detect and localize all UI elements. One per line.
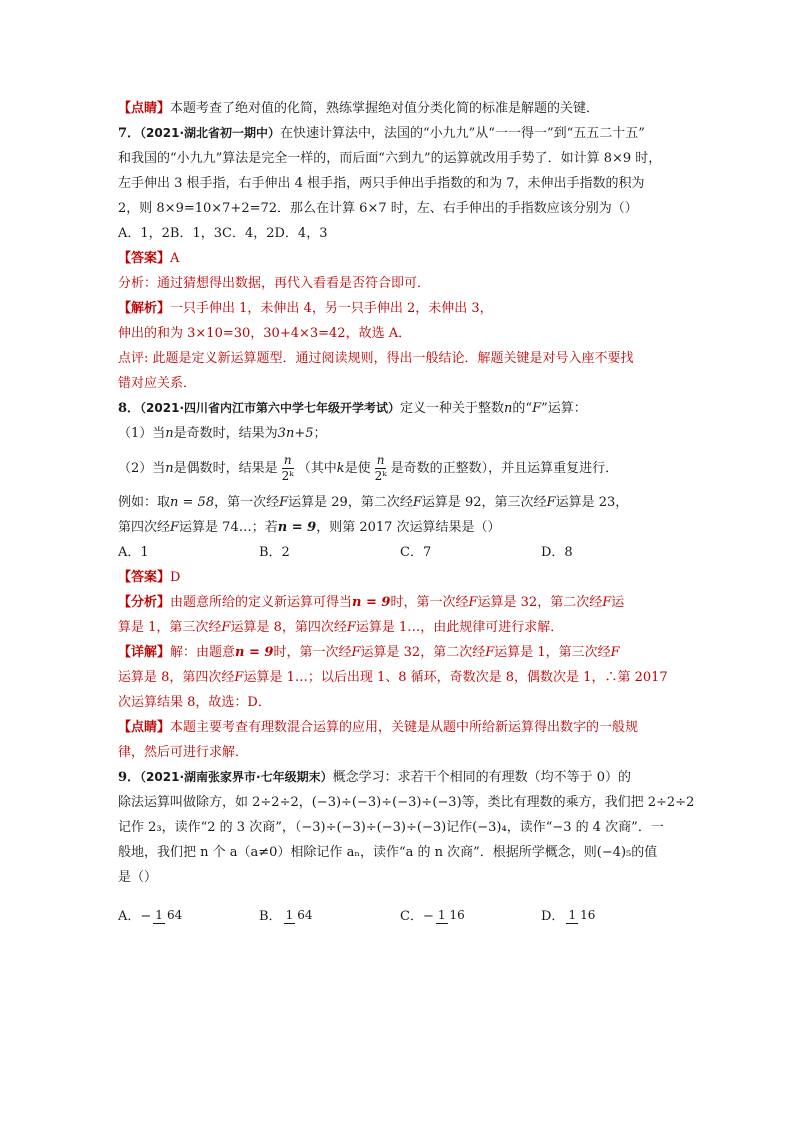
numerator: 1 bbox=[568, 908, 577, 922]
q9-number: 9． bbox=[118, 770, 141, 785]
q7-comment-2: 错对应关系． bbox=[118, 376, 197, 391]
q8-dianjing-2: 律，然后可进行求解． bbox=[118, 745, 249, 760]
q8-text: （1）当 bbox=[118, 426, 166, 441]
option-b: B．2 bbox=[259, 545, 290, 560]
option-label: C． bbox=[400, 908, 423, 924]
math-expr: 3n+5 bbox=[277, 426, 314, 441]
answer-value: A bbox=[170, 251, 180, 266]
denominator: 16 bbox=[580, 908, 596, 922]
q8-dianjing-1 bbox=[118, 715, 683, 740]
var-F: F bbox=[485, 645, 495, 660]
q8-case-2 bbox=[118, 446, 683, 490]
q8-example-2 bbox=[118, 515, 683, 540]
q9-text-1: 概念学习：求若干个相同的有理数（均不等于 0）的 bbox=[332, 770, 631, 785]
fraction bbox=[153, 908, 184, 924]
q8-text: 第四次经 bbox=[118, 520, 171, 535]
q8-text: ”运算： bbox=[541, 401, 587, 416]
option-a: A．1 bbox=[118, 545, 149, 560]
xiangjie-text: 运算是 32，第二次经 bbox=[360, 645, 486, 660]
q8-text: 例如：取 bbox=[118, 495, 171, 510]
option-b bbox=[259, 904, 400, 929]
minus-sign: − bbox=[422, 908, 434, 924]
var-n: n bbox=[504, 401, 513, 416]
var-n: n bbox=[165, 426, 174, 441]
xiangjie-text: 运算是 1，第三次经 bbox=[494, 645, 611, 660]
var-F: F bbox=[532, 401, 542, 416]
comment-tag: 【点睛】 bbox=[118, 101, 171, 116]
numerator: 1 bbox=[285, 908, 294, 922]
q9-line-5: 是（） bbox=[118, 870, 158, 885]
q8-xiangjie-3: 次运算结果 8，故选：D． bbox=[118, 695, 271, 710]
q9-line-1 bbox=[118, 765, 683, 790]
var-F: F bbox=[279, 495, 289, 510]
fenxi-text: 运算是 32，第二次经 bbox=[477, 595, 603, 610]
var-F: F bbox=[468, 595, 478, 610]
document-page bbox=[118, 96, 695, 938]
var-F: F bbox=[610, 645, 620, 660]
q7-jiexi-1 bbox=[118, 296, 683, 321]
numerator: 1 bbox=[437, 908, 446, 922]
option-label: B． bbox=[259, 908, 282, 924]
q9-line-3: 记作 2₃，读作“2 的 3 次商”，（−3)÷(−3)÷(−3)÷(−3)记作(−3)₄，读作“−3 的 4 次商”．一 bbox=[118, 820, 664, 835]
q7-jiexi-2: 伸出的和为 3×10=30，30+4×3=42，故选 A． bbox=[118, 326, 412, 341]
q8-text: 运算是 74…；若 bbox=[179, 520, 278, 535]
fenxi-text: 时，第一次经 bbox=[390, 595, 469, 610]
q8-text: 是奇数的正整数），并且运算重复进行． bbox=[390, 460, 619, 476]
q9-source: （2021·湖南张家界市·七年级期末） bbox=[140, 770, 333, 784]
option-d: D．8 bbox=[541, 545, 573, 560]
q7-line-2: 和我国的“小九九”算法是完全一样的，而后面“六到九”的运算就改用手势了．如计算 8×9 时， bbox=[118, 151, 662, 166]
fraction bbox=[280, 453, 296, 484]
dianjing-tag: 【点睛】 bbox=[118, 720, 171, 735]
var-F: F bbox=[221, 620, 231, 635]
option-label: D． bbox=[541, 908, 565, 924]
var-F: F bbox=[351, 645, 361, 660]
math-expr: n = 58 bbox=[170, 495, 215, 510]
denominator: 2ᵏ bbox=[281, 468, 294, 483]
var-F: F bbox=[546, 495, 556, 510]
option-a bbox=[118, 904, 259, 929]
q8-example-1 bbox=[118, 490, 683, 515]
q7-line-4: 2，则 8×9=10×7+2=72．那么在计算 6×7 时，左、右手伸出的手指数应该分别为（） bbox=[118, 201, 638, 216]
answer-tag: 【答案】 bbox=[118, 570, 171, 585]
q8-text: ； bbox=[313, 426, 327, 441]
jiexi-tag: 【解析】 bbox=[118, 301, 171, 316]
fenxi-text: 运算是 1…，由此规律可进行求解． bbox=[355, 620, 564, 635]
option-label: A． bbox=[118, 908, 141, 924]
q8-options bbox=[118, 540, 683, 565]
fraction bbox=[566, 908, 597, 924]
q8-fenxi-2 bbox=[118, 615, 683, 640]
xiangjie-text: 解：由题意 bbox=[170, 645, 236, 660]
var-F: F bbox=[346, 620, 356, 635]
q7-comment-1: 点评: 此题是定义新运算题型．通过阅读规则，得出一般结论．解题关键是对号入座不要找 bbox=[118, 351, 634, 366]
option-c: C．7 bbox=[400, 545, 432, 560]
q7-line-1 bbox=[118, 121, 683, 146]
numerator: n bbox=[376, 452, 385, 467]
q7-analysis: 分析：通过猜想得出数据，再代入看看是否符合即可． bbox=[118, 276, 431, 291]
jiexi-text-1: 一只手伸出 1，未伸出 4，另一只手伸出 2，未伸出 3， bbox=[170, 301, 493, 316]
option-d bbox=[541, 904, 661, 929]
denominator: 16 bbox=[449, 908, 465, 922]
fraction bbox=[284, 908, 315, 924]
math-expr: n = 9 bbox=[352, 595, 391, 610]
q8-text: 运算是 92，第三次经 bbox=[421, 495, 547, 510]
fraction bbox=[373, 453, 389, 484]
answer-tag: 【答案】 bbox=[118, 251, 171, 266]
denominator: 2ᵏ bbox=[374, 468, 387, 483]
q8-text: 运算是 29，第二次经 bbox=[288, 495, 413, 510]
q9-line-4: 般地，我们把 n 个 a（a≠0）相除记作 aₙ，读作“a 的 n 次商”．根据所学概念，则(−4)₅的值 bbox=[118, 845, 658, 860]
numerator: 1 bbox=[155, 908, 163, 922]
q8-text: ，则第 2017 次运算结果是（） bbox=[316, 520, 501, 535]
xiangjie-text: 运算是 1…；以后出现 1、8 循环，奇数次是 8，偶数次是 1，∴第 2017 bbox=[243, 670, 668, 685]
q9-line-2: 除法运算叫做除方，如 2÷2÷2，(−3)÷(−3)÷(−3)÷(−3)等，类比有理数的乘方，我们把 2÷2÷2 bbox=[118, 795, 695, 810]
var-F: F bbox=[170, 520, 180, 535]
q8-text: 是偶数时，结果是 bbox=[173, 460, 278, 476]
comment-text: 本题考查了绝对值的化简，熟练掌握绝对值分类化简的标准是解题的关键． bbox=[170, 101, 600, 116]
q8-text: 定义一种关于整数 bbox=[400, 401, 505, 416]
q8-xiangjie-1 bbox=[118, 640, 683, 665]
var-n: n bbox=[165, 460, 174, 476]
q8-text: （其中 bbox=[297, 460, 337, 476]
q8-text: 的“ bbox=[512, 401, 533, 416]
denominator: 64 bbox=[166, 908, 183, 922]
q8-answer bbox=[118, 565, 683, 590]
q8-fenxi-1 bbox=[118, 590, 683, 615]
q8-number: 8． bbox=[118, 401, 141, 416]
q8-text: ，第一次经 bbox=[214, 495, 280, 510]
fenxi-text: 算是 1，第三次经 bbox=[118, 620, 222, 635]
q7-answer bbox=[118, 246, 683, 271]
q8-text: 运算是 23， bbox=[555, 495, 629, 510]
q8-xiangjie-2 bbox=[118, 665, 683, 690]
xiangjie-text: 时，第一次经 bbox=[273, 645, 352, 660]
q8-text: 是奇数时，结果为 bbox=[173, 426, 278, 441]
fenxi-text: 由题意所给的定义新运算可得当 bbox=[170, 595, 353, 610]
q8-case-1 bbox=[118, 421, 683, 446]
xiangjie-text: 运算是 8，第四次经 bbox=[118, 670, 235, 685]
fraction bbox=[436, 908, 467, 924]
q7-number: 7． bbox=[118, 126, 141, 141]
answer-value: D bbox=[170, 570, 181, 585]
dianjing-text: 本题主要考查有理数混合运算的应用，关键是从题中所给新运算得出数字的一般规 bbox=[170, 720, 639, 735]
option-c bbox=[400, 904, 541, 929]
fenxi-text: 运算是 8，第四次经 bbox=[230, 620, 347, 635]
var-F: F bbox=[602, 595, 612, 610]
q7-line-3: 左手伸出 3 根手指，右手伸出 4 根手指，两只手伸出手指数的和为 7，未伸出手指数的积为 bbox=[118, 176, 645, 191]
var-k: k bbox=[336, 460, 345, 476]
var-F: F bbox=[234, 670, 244, 685]
minus-sign: − bbox=[140, 908, 152, 924]
prev-comment bbox=[118, 96, 683, 121]
var-F: F bbox=[412, 495, 422, 510]
q9-options bbox=[118, 894, 683, 938]
fenxi-text: 运 bbox=[611, 595, 625, 610]
denominator: 64 bbox=[297, 908, 313, 922]
q8-text: 是使 bbox=[344, 460, 371, 476]
fenxi-tag: 【分析】 bbox=[118, 595, 171, 610]
q7-source: （2021·湖北省初一期中） bbox=[140, 126, 281, 140]
q8-line-1 bbox=[118, 396, 683, 421]
numerator: n bbox=[283, 452, 292, 467]
q7-text-1: 在快速计算法中，法国的“小九九”从“一一得一”到“五五二十五” bbox=[280, 126, 645, 141]
math-expr: n = 9 bbox=[235, 645, 274, 660]
math-expr: n = 9 bbox=[277, 520, 317, 535]
xiangjie-tag: 【详解】 bbox=[118, 645, 171, 660]
q8-text: （2）当 bbox=[118, 460, 166, 476]
q8-source: （2021·四川省内江市第六中学七年级开学考试） bbox=[140, 401, 401, 415]
q7-options: A．1，2B．1，3C．4，2D．4，3 bbox=[118, 226, 328, 241]
